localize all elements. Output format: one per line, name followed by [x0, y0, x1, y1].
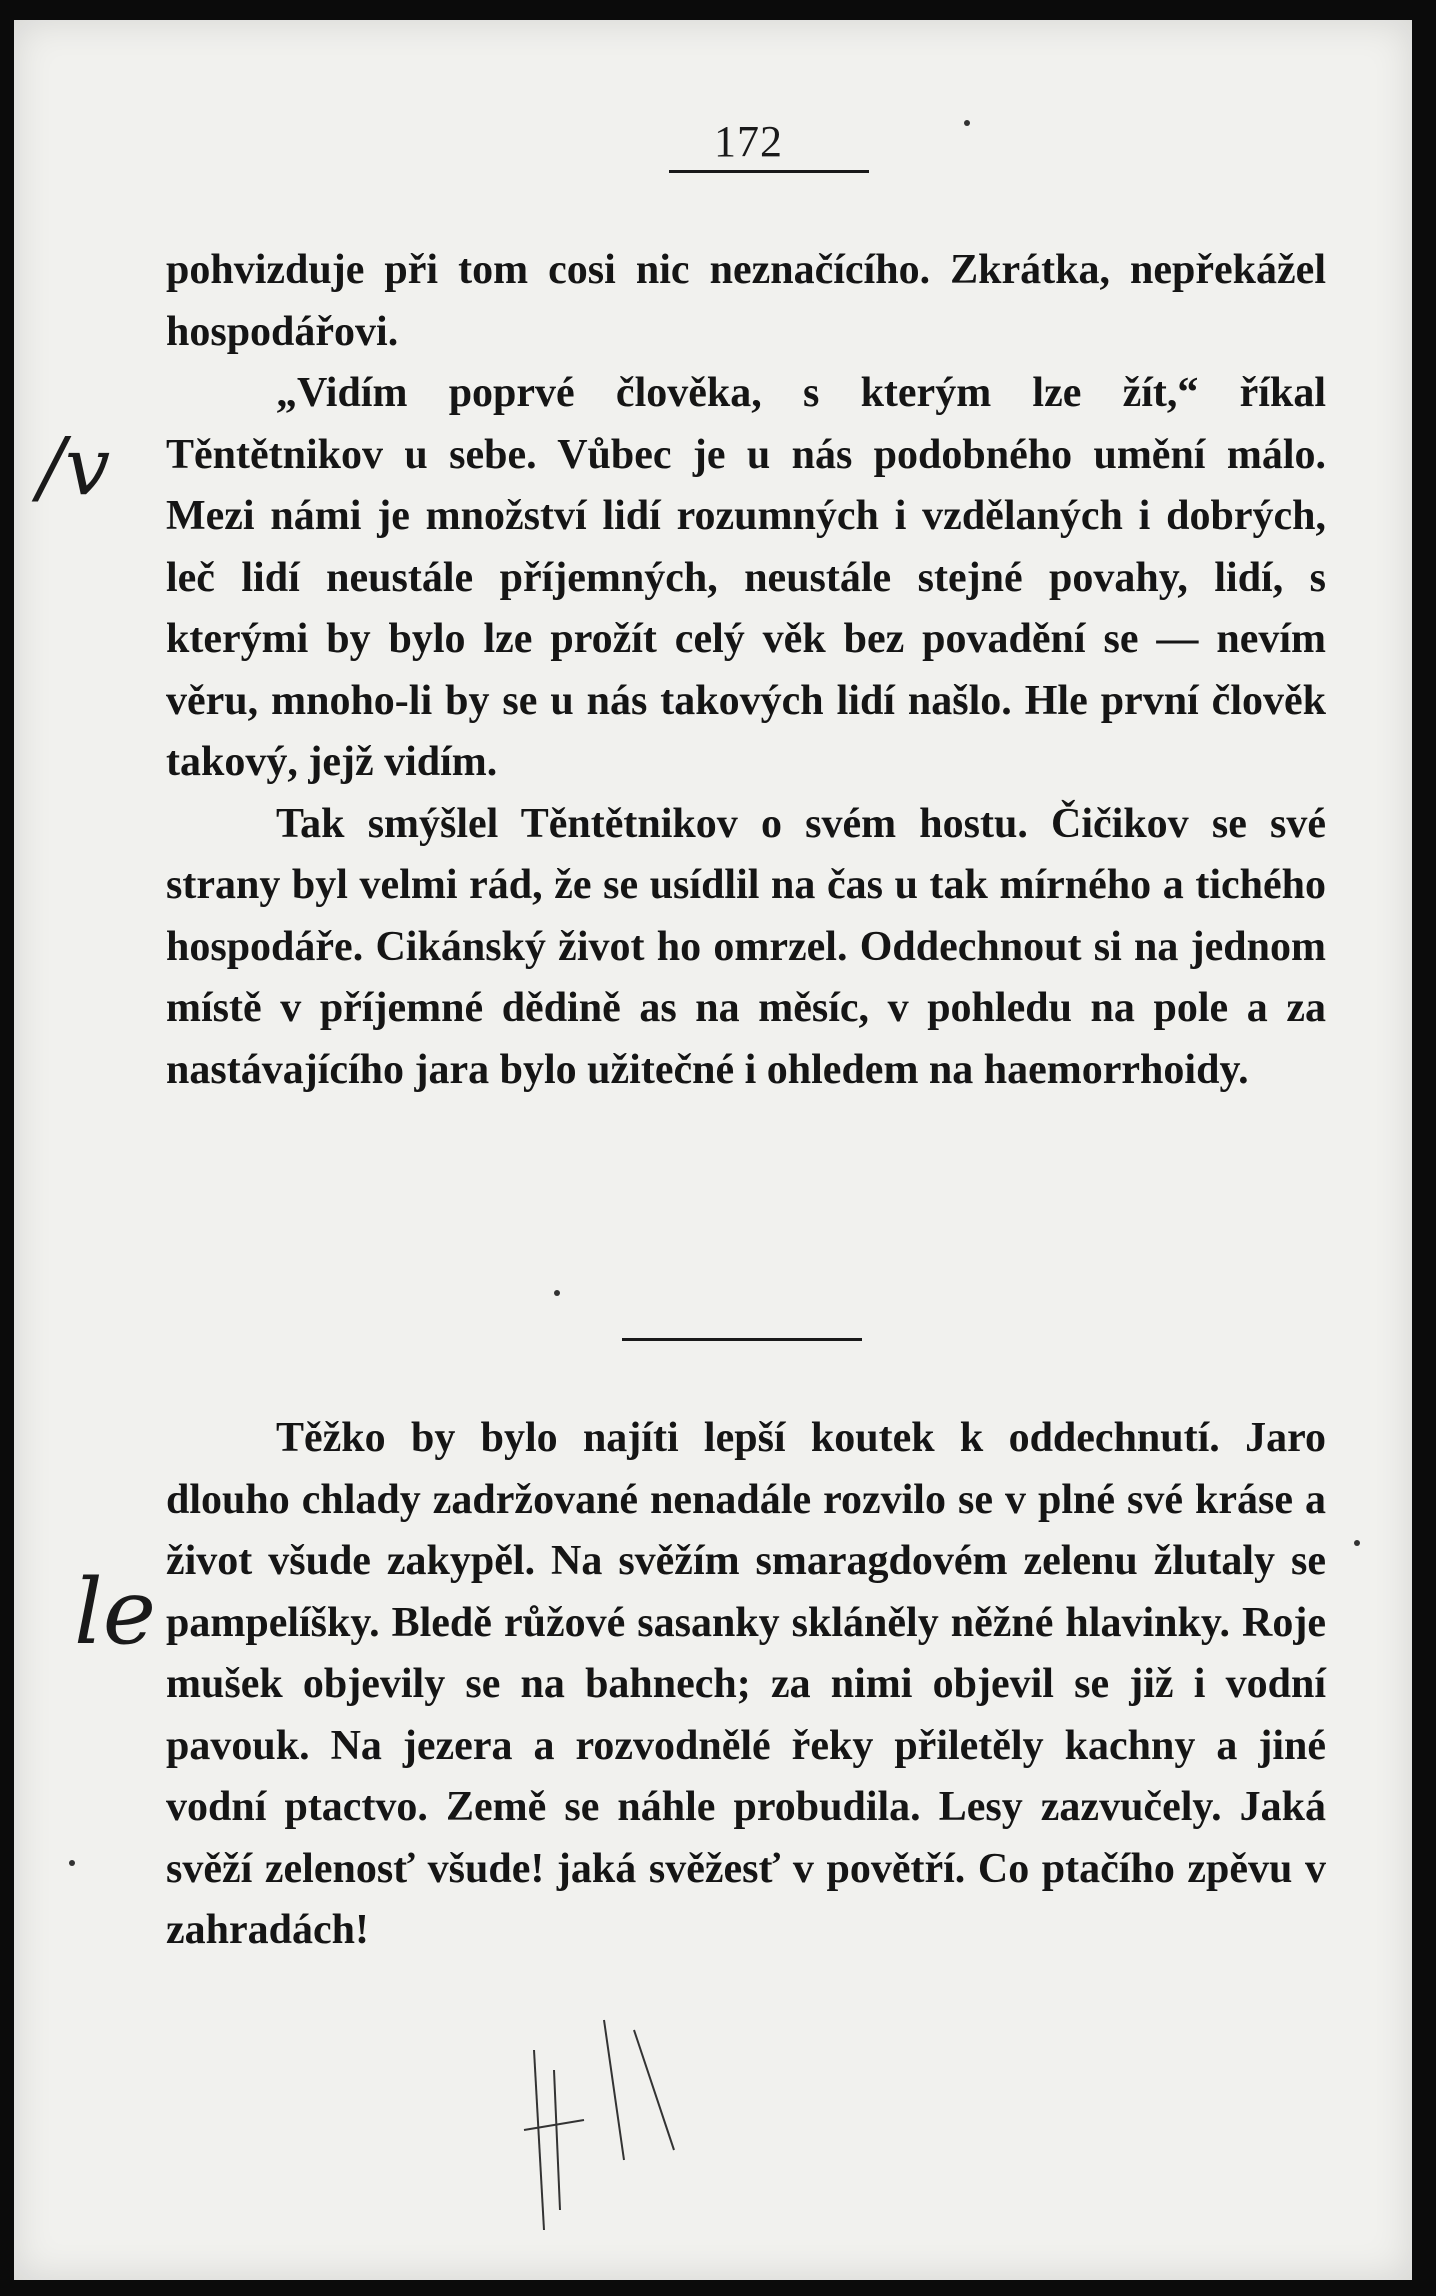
section-2-text	[166, 1408, 1326, 1962]
paper-speck	[964, 120, 970, 126]
paper-speck	[554, 1290, 560, 1296]
paragraph-quote: „Vidím poprvé člověka, s kterým lze žít,“ říkal Těntětnikov u sebe. Vůbec je u nás podobného umění málo. Mezi námi je množství lidí rozumných i vzdělaných i dobrých, leč lidí neustále příjemných, neustále stejné povahy, lidí, s kterými by bylo lze prožít celý věk bez povadění se — nevím věru, mnoho-li by se u nás takových lidí našlo. Hle první člověk takový, jejž vidím.	[166, 370, 1326, 785]
paper-speck	[1354, 1540, 1360, 1546]
page-number-rule	[669, 170, 869, 173]
margin-handwriting-top: /v	[38, 420, 111, 513]
paragraph-spring: Těžko by bylo najíti lepší koutek k oddechnutí. Jaro dlouho chlady zadržované nenadále rozvilo se v plné své kráse a život všude zakypěl. Na svěžím smaragdovém zelenu žlutaly se pampelíšky. Bledě růžové sasanky skláněly něžné hlavinky. Roje mušek objevily se na bahnech; za nimi objevil se již i vodní pavouk. Na jezera a rozvodnělé řeky přiletěly kachny a jiné vodní ptactvo. Země se náhle probudila. Lesy zazvučely. Jaká svěží zelenosť všude! jaká svěžesť v povětří. Co ptačího zpěvu v zahradách!	[166, 1415, 1326, 1953]
section-divider	[622, 1338, 862, 1341]
section-1-text	[166, 240, 1326, 1101]
paragraph-chichikov: Tak smýšlel Těntětnikov o svém hostu. Čičikov se své strany byl velmi rád, že se usídlil na čas u tak mírného a tichého hospodáře. Cikánský život ho omrzel. Oddechnout si na jednom místě v příjemné dědině as na měsíc, v pohledu na pole a za nastávajícího jara bylo užitečné i ohledem na haemorrhoidy.	[166, 800, 1326, 1093]
paragraph-continuation: pohvizduje při tom cosi nic neznačícího. Zkrátka, nepřekážel hospodářovi.	[166, 247, 1326, 355]
paper-speck	[69, 1860, 75, 1866]
pencil-scribble	[514, 2010, 694, 2240]
page-number: 172	[714, 117, 783, 166]
scanned-page	[14, 20, 1412, 2280]
margin-handwriting-bottom: le	[74, 1560, 157, 1665]
